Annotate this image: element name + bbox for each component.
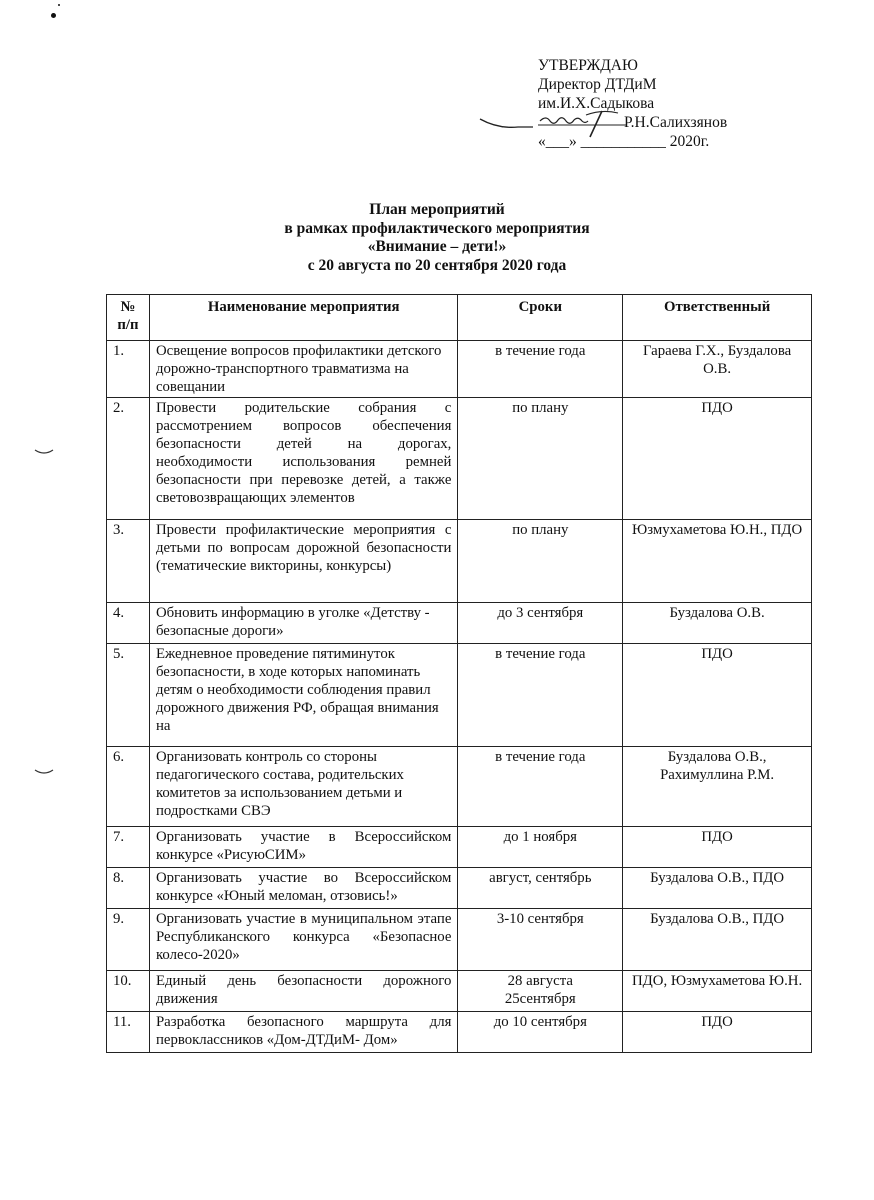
- approval-position: Директор ДТДиМ: [538, 76, 657, 93]
- row-term: по плану: [458, 520, 623, 603]
- row-name: Провести родительские собрания с рассмотрением вопросов обеспечения безопасности детей на дорогах, необходимости использования ремней безопасности при перевозке детей, а также световозвращающих элементов: [149, 398, 457, 520]
- row-name: Организовать участие во Всероссийском конкурсе «Юный меломан, отзовись!»: [149, 868, 457, 909]
- table-row: [107, 341, 812, 398]
- row-term: в течение года: [458, 341, 623, 398]
- scan-speck: [58, 4, 60, 6]
- title-line-2: в рамках профилактического мероприятия: [284, 219, 590, 237]
- row-num: 8.: [107, 868, 150, 909]
- row-term: до 10 сентября: [458, 1012, 623, 1053]
- approval-heading: УТВЕРЖДАЮ: [538, 57, 638, 74]
- row-responsible: Юзмухаметова Ю.Н., ПДО: [623, 520, 812, 603]
- approval-date: «___» ___________ 2020г.: [538, 133, 710, 150]
- row-term: по плану: [458, 398, 623, 520]
- row-num: 9.: [107, 909, 150, 971]
- row-num: 7.: [107, 827, 150, 868]
- row-term: в течение года: [458, 747, 623, 827]
- signature-name: Р.Н.Салихзянов: [624, 114, 728, 131]
- hole-punch-mark: [34, 768, 54, 776]
- hole-punch-mark: [34, 448, 54, 456]
- table-row: [107, 747, 812, 827]
- row-term: в течение года: [458, 644, 623, 747]
- row-num: 11.: [107, 1012, 150, 1053]
- table-row: [107, 971, 812, 1012]
- table-row: [107, 868, 812, 909]
- row-name: Организовать участие в муниципальном этапе Республиканского конкурса «Безопасное колесо-2020»: [149, 909, 457, 971]
- document-title: [0, 201, 874, 275]
- row-term: [458, 971, 623, 1012]
- row-responsible: Буздалова О.В., Рахимуллина Р.М.: [623, 747, 812, 827]
- events-table: [106, 294, 812, 1053]
- table-row: [107, 520, 812, 603]
- table-row: [107, 398, 812, 520]
- header-responsible: Ответственный: [623, 295, 812, 341]
- table-header-row: [107, 295, 812, 341]
- header-name: Наименование мероприятия: [149, 295, 457, 341]
- row-name: [149, 644, 457, 747]
- row-name: Организовать контроль со стороны педагогического состава, родительских комитетов за использованием детьми и подростками СВЭ: [149, 747, 457, 827]
- row-num: 3.: [107, 520, 150, 603]
- row-name: Разработка безопасного маршрута для первоклассников «Дом-ДТДиМ- Дом»: [149, 1012, 457, 1053]
- row-responsible: ПДО: [623, 644, 812, 747]
- header-num: № п/п: [107, 295, 150, 341]
- signature-icon: [478, 107, 638, 139]
- signature-line: [538, 113, 727, 132]
- row-num: 10.: [107, 971, 150, 1012]
- row-num: 6.: [107, 747, 150, 827]
- approval-block: [538, 56, 727, 151]
- row-name: Единый день безопасности дорожного движения: [149, 971, 457, 1012]
- row-term: 3-10 сентября: [458, 909, 623, 971]
- row-term: до 1 ноября: [458, 827, 623, 868]
- approval-organization: им.И.Х.Садыкова: [538, 95, 655, 112]
- row-responsible: Буздалова О.В., ПДО: [623, 868, 812, 909]
- row-responsible: Буздалова О.В., ПДО: [623, 909, 812, 971]
- table-row: [107, 909, 812, 971]
- row-name-text: Ежедневное проведение пятиминуток безопасности, в ходе которых напоминать детям о необходимости соблюдения правил дорожного движения РФ, обращая внимания на: [155, 646, 439, 734]
- row-name: Освещение вопросов профилактики детского дорожно-транспортного травматизма на совещании: [149, 341, 457, 398]
- row-num: 5.: [107, 644, 150, 747]
- row-name: Провести профилактические мероприятия с детьми по вопросам дорожной безопасности (тематические викторины, конкурсы): [149, 520, 457, 603]
- row-responsible: Буздалова О.В.: [623, 603, 812, 644]
- row-term-text: 28 августа 25сентября: [504, 973, 576, 1007]
- table-row: [107, 603, 812, 644]
- row-num: 4.: [107, 603, 150, 644]
- row-responsible: ПДО: [623, 1012, 812, 1053]
- title-line-4: с 20 августа по 20 сентября 2020 года: [307, 256, 567, 274]
- scan-speck: [51, 13, 56, 18]
- header-term: Сроки: [458, 295, 623, 341]
- row-responsible: ПДО: [623, 827, 812, 868]
- row-num: 2.: [107, 398, 150, 520]
- title-line-1: План мероприятий: [369, 201, 505, 218]
- table-row: [107, 827, 812, 868]
- row-num: 1.: [107, 341, 150, 398]
- title-line-3: «Внимание – дети!»: [367, 238, 507, 255]
- row-name: Обновить информацию в уголке «Детству - безопасные дороги»: [149, 603, 457, 644]
- table-row: [107, 644, 812, 747]
- row-responsible: ПДО, Юзмухаметова Ю.Н.: [623, 971, 812, 1012]
- row-responsible: Гараева Г.Х., Буздалова О.В.: [623, 341, 812, 398]
- row-term: до 3 сентября: [458, 603, 623, 644]
- row-term: август, сентябрь: [458, 868, 623, 909]
- table-row: [107, 1012, 812, 1053]
- row-responsible: ПДО: [623, 398, 812, 520]
- row-name: Организовать участие в Всероссийском конкурсе «РисуюСИМ»: [149, 827, 457, 868]
